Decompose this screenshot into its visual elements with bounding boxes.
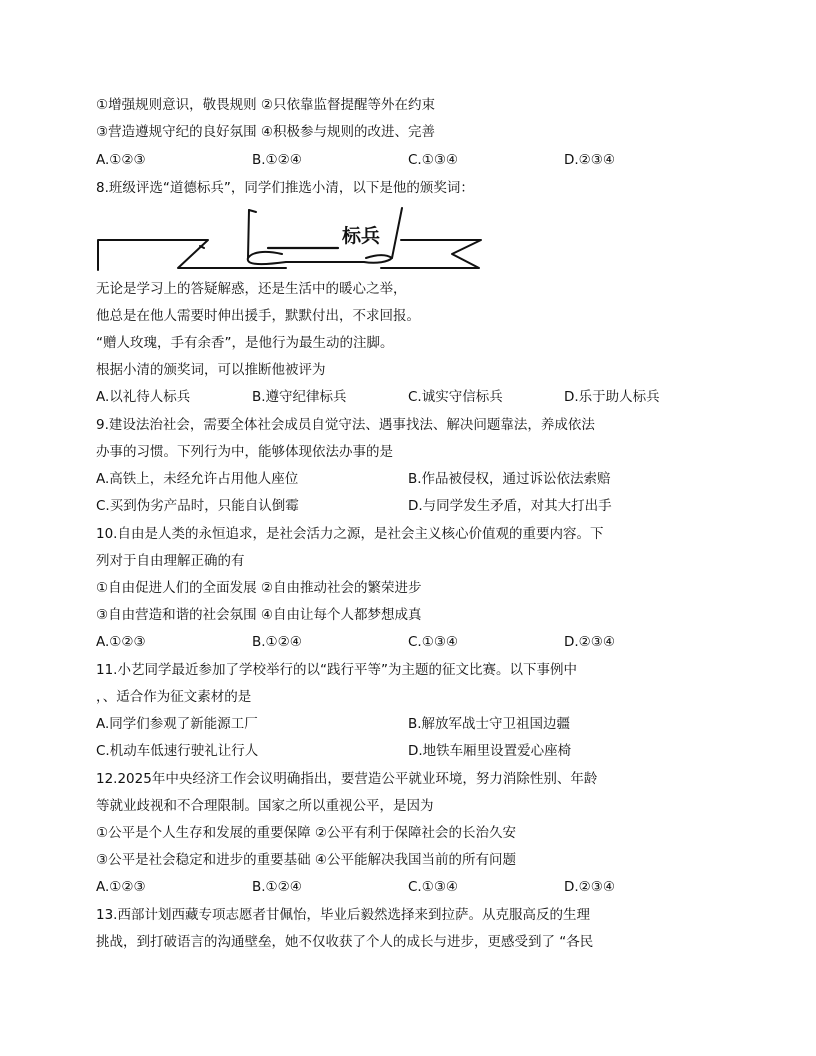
q12-stem-line-2: 等就业歧视和不合理限制。国家之所以重视公平，是因为 bbox=[96, 798, 434, 814]
q7-statement-1: ①增强规则意识，敬畏规则 ②只依靠监督提醒等外在约束 bbox=[96, 97, 435, 113]
q11-stem-line-2: ，、适合作为征文素材的是 bbox=[96, 689, 252, 705]
q11-stem-line-1: 11.小艺同学最近参加了学校举行的以“践行平等”为主题的征文比赛。以下事例中 bbox=[96, 662, 577, 678]
q9-stem-line-1: 9.建设法治社会，需要全体社会成员自觉守法、遇事找法、解决问题靠法，养成依法 bbox=[96, 417, 595, 433]
q9-option-a: A.高铁上，未经允许占用他人座位 bbox=[96, 471, 299, 487]
award-ribbon-banner bbox=[96, 204, 486, 274]
q11-option-b: B.解放军战士守卫祖国边疆 bbox=[408, 716, 571, 732]
q12-option-b: B.①②④ bbox=[252, 879, 302, 895]
q10-stem-line-1: 10.自由是人类的永恒追求，是社会活力之源，是社会主义核心价值观的重要内容。下 bbox=[96, 526, 604, 542]
q10-option-a: A.①②③ bbox=[96, 634, 146, 650]
q12-stem-line-1: 12.2025年中央经济工作会议明确指出，要营造公平就业环境，努力消除性别、年龄 bbox=[96, 771, 598, 787]
q8-citation-line-2: 他总是在他人需要时伸出援手，默默付出，不求回报。 bbox=[96, 308, 420, 324]
q8-question: 根据小清的颁奖词，可以推断他被评为 bbox=[96, 362, 326, 378]
q10-statement-2: ③自由营造和谐的社会氛围 ④自由让每个人都梦想成真 bbox=[96, 607, 422, 623]
q13-stem-line-1: 13.西部计划西藏专项志愿者甘佩怡，毕业后毅然选择来到拉萨。从克服高反的生理 bbox=[96, 907, 590, 923]
q11-option-d: D.地铁车厢里设置爱心座椅 bbox=[408, 743, 572, 759]
q7-option-d: D.②③④ bbox=[564, 152, 615, 168]
q7-option-b: B.①②④ bbox=[252, 152, 302, 168]
q10-statement-1: ①自由促进人们的全面发展 ②自由推动社会的繁荣进步 bbox=[96, 580, 422, 596]
q9-option-c: C.买到伪劣产品时，只能自认倒霉 bbox=[96, 498, 299, 514]
q8-citation-line-3: “赠人玫瑰，手有余香”，是他行为最生动的注脚。 bbox=[96, 335, 394, 351]
q10-option-c: C.①③④ bbox=[408, 634, 459, 650]
q7-option-c: C.①③④ bbox=[408, 152, 459, 168]
q9-stem-line-2: 办事的习惯。下列行为中，能够体现依法办事的是 bbox=[96, 444, 393, 460]
q11-option-c: C.机动车低速行驶礼让行人 bbox=[96, 743, 259, 759]
q7-statement-2: ③营造遵规守纪的良好氛围 ④积极参与规则的改进、完善 bbox=[96, 124, 435, 140]
q13-stem-line-2: 挑战，到打破语言的沟通壁垒，她不仅收获了个人的成长与进步，更感受到了 “各民 bbox=[96, 934, 594, 950]
q10-option-d: D.②③④ bbox=[564, 634, 615, 650]
q8-option-a: A.以礼待人标兵 bbox=[96, 389, 191, 405]
q7-option-a: A.①②③ bbox=[96, 152, 146, 168]
q12-option-d: D.②③④ bbox=[564, 879, 615, 895]
q12-option-c: C.①③④ bbox=[408, 879, 459, 895]
q8-option-b: B.遵守纪律标兵 bbox=[252, 389, 347, 405]
q11-option-a: A.同学们参观了新能源工厂 bbox=[96, 716, 258, 732]
q9-option-b: B.作品被侵权，通过诉讼依法索赔 bbox=[408, 471, 611, 487]
banner-title: 标兵 bbox=[342, 225, 381, 247]
q10-stem-line-2: 列对于自由理解正确的有 bbox=[96, 553, 245, 569]
q12-statement-2: ③公平是社会稳定和进步的重要基础 ④公平能解决我国当前的所有问题 bbox=[96, 852, 516, 868]
q8-option-d: D.乐于助人标兵 bbox=[564, 389, 660, 405]
q9-option-d: D.与同学发生矛盾，对其大打出手 bbox=[408, 498, 612, 514]
q12-statement-1: ①公平是个人生存和发展的重要保障 ②公平有利于保障社会的长治久安 bbox=[96, 825, 516, 841]
q8-option-c: C.诚实守信标兵 bbox=[408, 389, 503, 405]
q10-option-b: B.①②④ bbox=[252, 634, 302, 650]
q8-stem: 8.班级评选“道德标兵”，同学们推选小清，以下是他的颁奖词： bbox=[96, 180, 474, 196]
q12-option-a: A.①②③ bbox=[96, 879, 146, 895]
q8-citation-line-1: 无论是学习上的答疑解惑，还是生活中的暖心之举， bbox=[96, 281, 407, 297]
